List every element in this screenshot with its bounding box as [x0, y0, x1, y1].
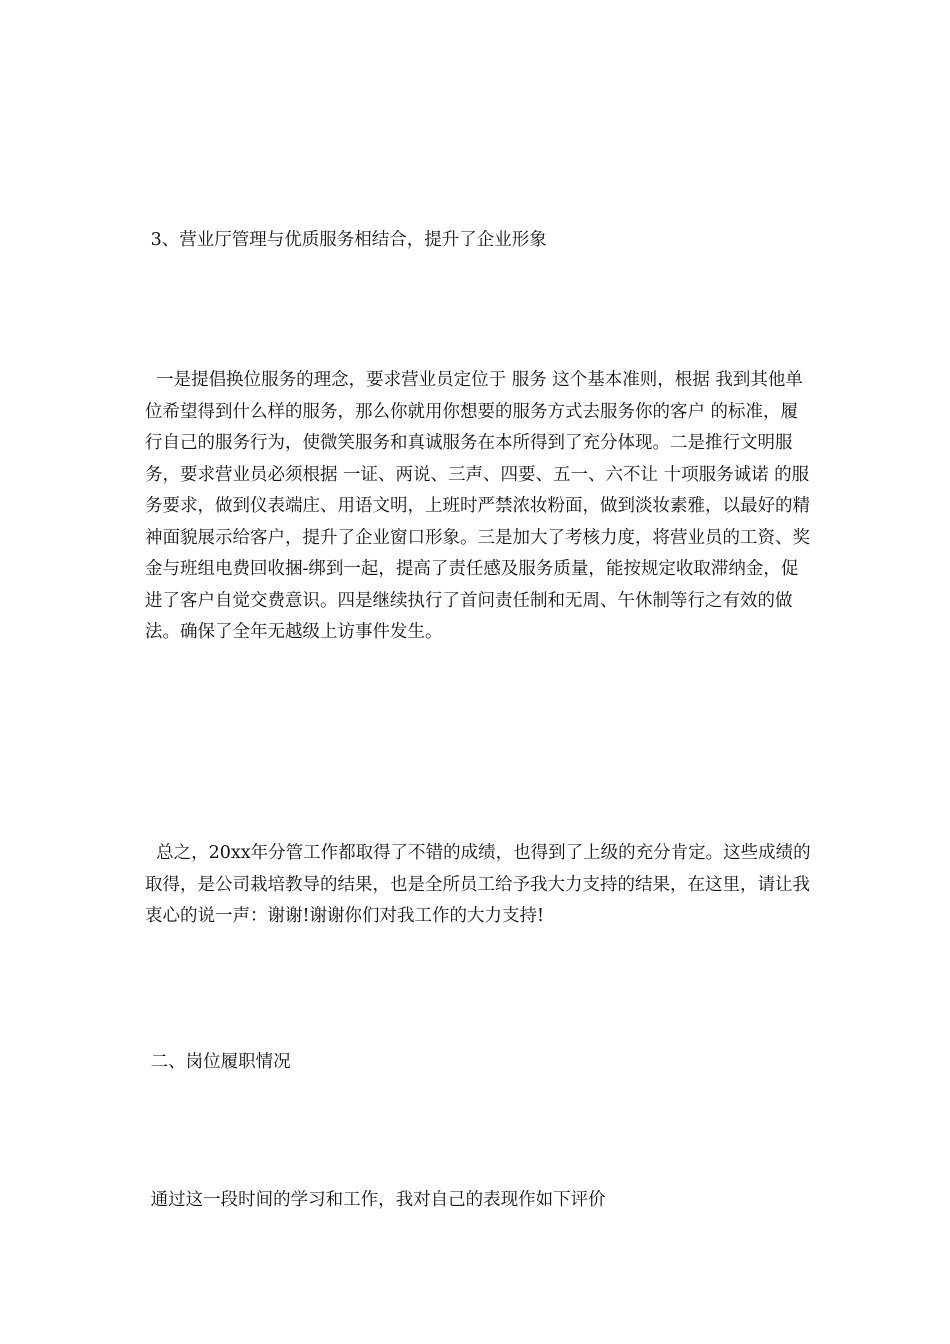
- body-paragraph-self-evaluation: 通过这一段时间的学习和工作，我对自己的表现作如下评价: [145, 1190, 606, 1210]
- section-heading-duty-performance: 二、岗位履职情况: [145, 1052, 291, 1072]
- section-heading-business-hall: 3、营业厅管理与优质服务相结合，提升了企业形象: [145, 230, 547, 250]
- body-paragraph-service-measures: 一是提倡换位服务的理念，要求营业员定位于 服务 这个基本准则，根据 我到其他单位希望得到什么样的服务，那么你就用你想要的服务方式去服务你的客户 的标准，履行自己的服务行为，使微笑服务和真诚服务在本所得到了充分体现。二是推行文明服务，要求营业员必须根据 一证、两说、三声、四要、五一、六不让 十项服务诚诺 的服务要求，做到仪表端庄、用语文明，上班时严禁浓妆粉面，做到淡妆素雅，以最好的精神面貌展示给客户，提升了企业窗口形象。三是加大了考核力度，将营业员的工资、奖金与班组电费回收捆-绑到一起，提高了责任感及服务质量，能按规定收取滞纳金，促进了客户自觉交费意识。四是继续执行了首问责任制和无周、午休制等行之有效的做法。确保了全年无越级上访事件发生。: [145, 370, 810, 642]
- body-paragraph-summary: 总之，20xx年分管工作都取得了不错的成绩，也得到了上级的充分肯定。这些成绩的取得，是公司栽培教导的结果，也是全所员工给予我大力支持的结果，在这里，请让我衷心的说一声：谢谢!谢谢你们对我工作的大力支持!: [145, 843, 811, 926]
